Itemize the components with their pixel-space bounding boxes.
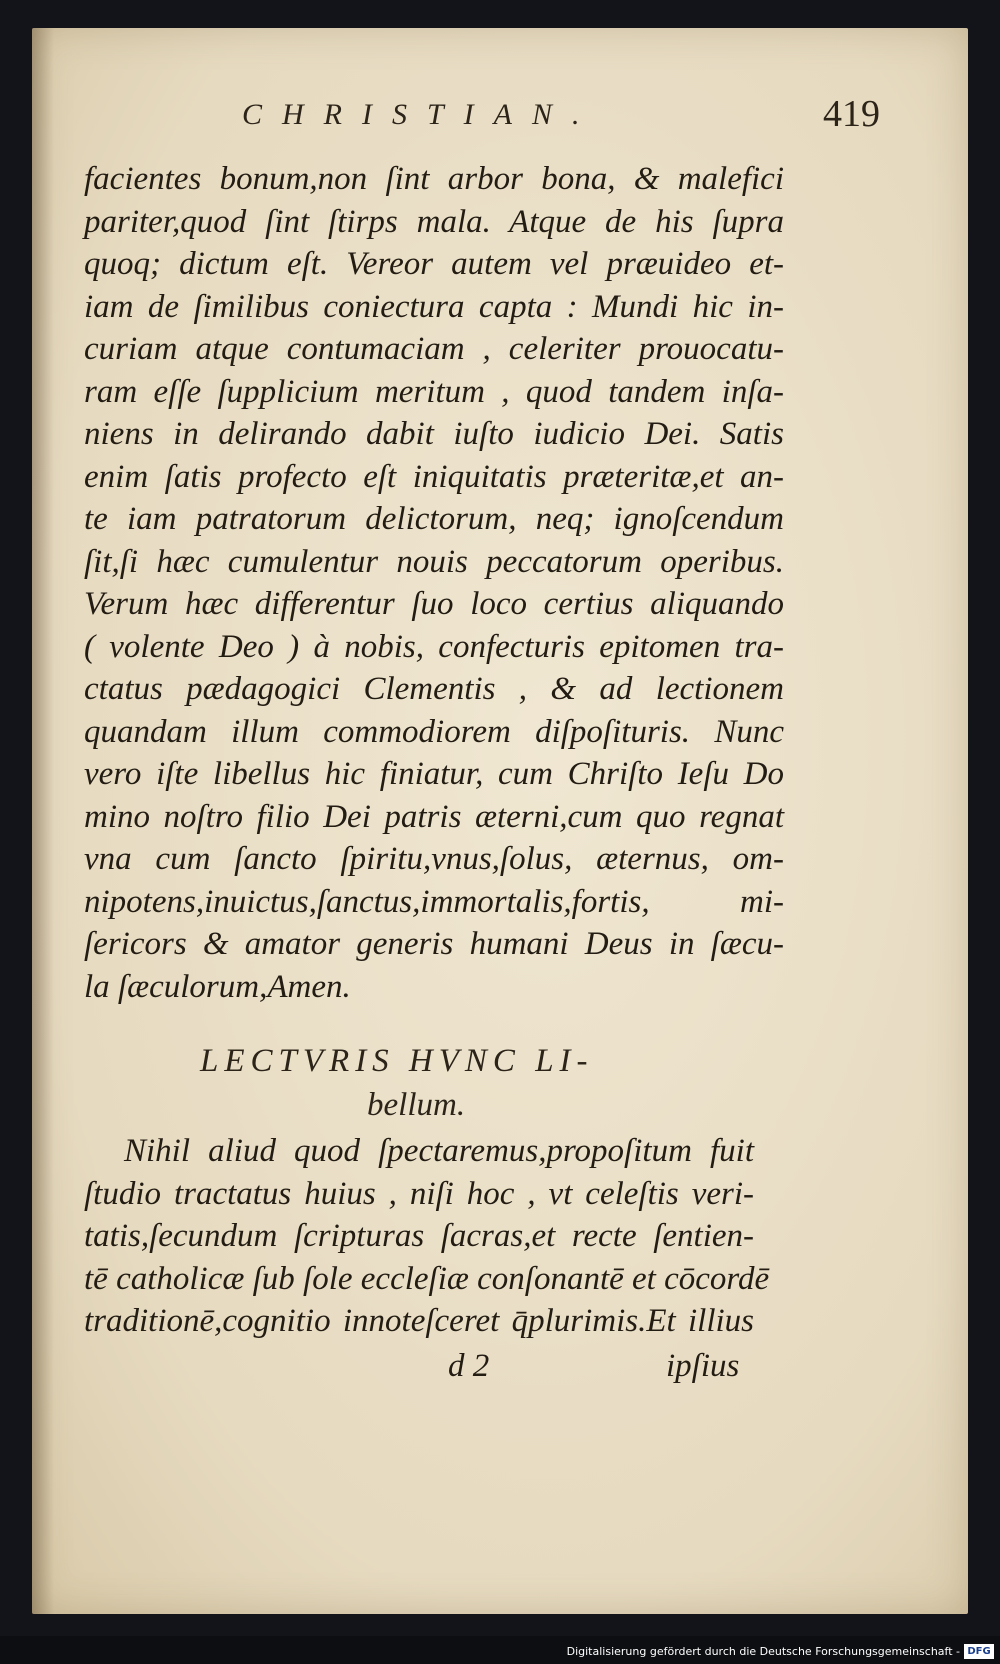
section-heading-continuation: bellum.	[367, 1087, 466, 1123]
text-line: quoq; dictum eſt. Vereor autem vel præuideo et-	[84, 246, 784, 282]
text-line: ram eſſe ſupplicium meritum , quod tandem inſa-	[84, 373, 784, 410]
text-line: ſit,ſi hæc cumulentur nouis peccatorum operibus.	[84, 543, 784, 580]
section-heading: LECTVRIS HVNC LI-	[200, 1043, 594, 1079]
funding-credit: Digitalisierung gefördert durch die Deutsche Forschungsgemeinschaft -	[566, 1645, 960, 1658]
footer-bar	[0, 1636, 1000, 1664]
text-line: vna cum ſancto ſpiritu,vnus,ſolus, æternus, om-	[84, 841, 784, 877]
text-line: traditionē,cognitio innoteſceret q̄plurimis.Et illius	[84, 1303, 754, 1339]
text-line: ctatus pædagogici Clementis , & ad lectionem	[84, 671, 784, 707]
gutter-shadow	[32, 28, 54, 1614]
text-line: ( volente Deo ) à nobis, confecturis epitomen tra-	[84, 628, 784, 665]
text-line: pariter,quod ſint ſtirps mala. Atque de his ſupra	[84, 203, 784, 240]
running-head	[200, 88, 880, 148]
text-line: facientes bonum,non ſint arbor bona, & malefici	[84, 161, 784, 197]
text-line: quandam illum commodiorem diſpoſituris. Nunc	[84, 713, 784, 750]
text-line: enim ſatis profecto eſt iniquitatis præteritæ,et an-	[84, 458, 784, 495]
text-line: nipotens,inuictus,ſanctus,immortalis,fortis, mi-	[84, 883, 784, 920]
text-line: tatis,ſecundum ſcripturas ſacras,et recte ſentien-	[84, 1218, 754, 1254]
text-line: curiam atque contumaciam , celeriter prouocatu-	[84, 331, 784, 367]
text-line: la ſæculorum,Amen.	[84, 968, 351, 1005]
text-line: mino noſtro filio Dei patris æterni,cum quo regnat	[84, 798, 784, 835]
running-title: CHRISTIAN.	[242, 98, 600, 131]
page-number: 419	[823, 93, 880, 135]
text-line: Nihil aliud quod ſpectaremus,propoſitum fuit	[124, 1133, 754, 1169]
signature-mark: d 2	[448, 1348, 490, 1384]
text-line: vero iſte libellus hic finiatur, cum Chriſto Ieſu Do	[84, 756, 784, 792]
text-line: Verum hæc differentur ſuo loco certius aliquando	[84, 586, 784, 622]
catchword: ipſius	[666, 1348, 740, 1384]
text-line: ſericors & amator generis humani Deus in ſæcu-	[84, 926, 784, 962]
paragraph-2	[84, 1130, 770, 1343]
text-line: niens in delirando dabit iuſto iudicio Dei. Satis	[84, 416, 784, 452]
text-line: ſtudio tractatus huius , niſi hoc , vt celeſtis veri-	[84, 1175, 754, 1212]
text-line: te iam patratorum delictorum, neq; ignoſcendum	[84, 501, 784, 537]
scan-background-top	[0, 0, 1000, 28]
dfg-logo: DFG	[964, 1644, 994, 1659]
text-line: iam de ſimilibus coniectura capta : Mundi hic in-	[84, 288, 784, 325]
text-line: tē catholicæ ſub ſole eccleſiæ conſonantē et cōcordē	[84, 1260, 770, 1297]
paragraph-1	[84, 158, 784, 1008]
